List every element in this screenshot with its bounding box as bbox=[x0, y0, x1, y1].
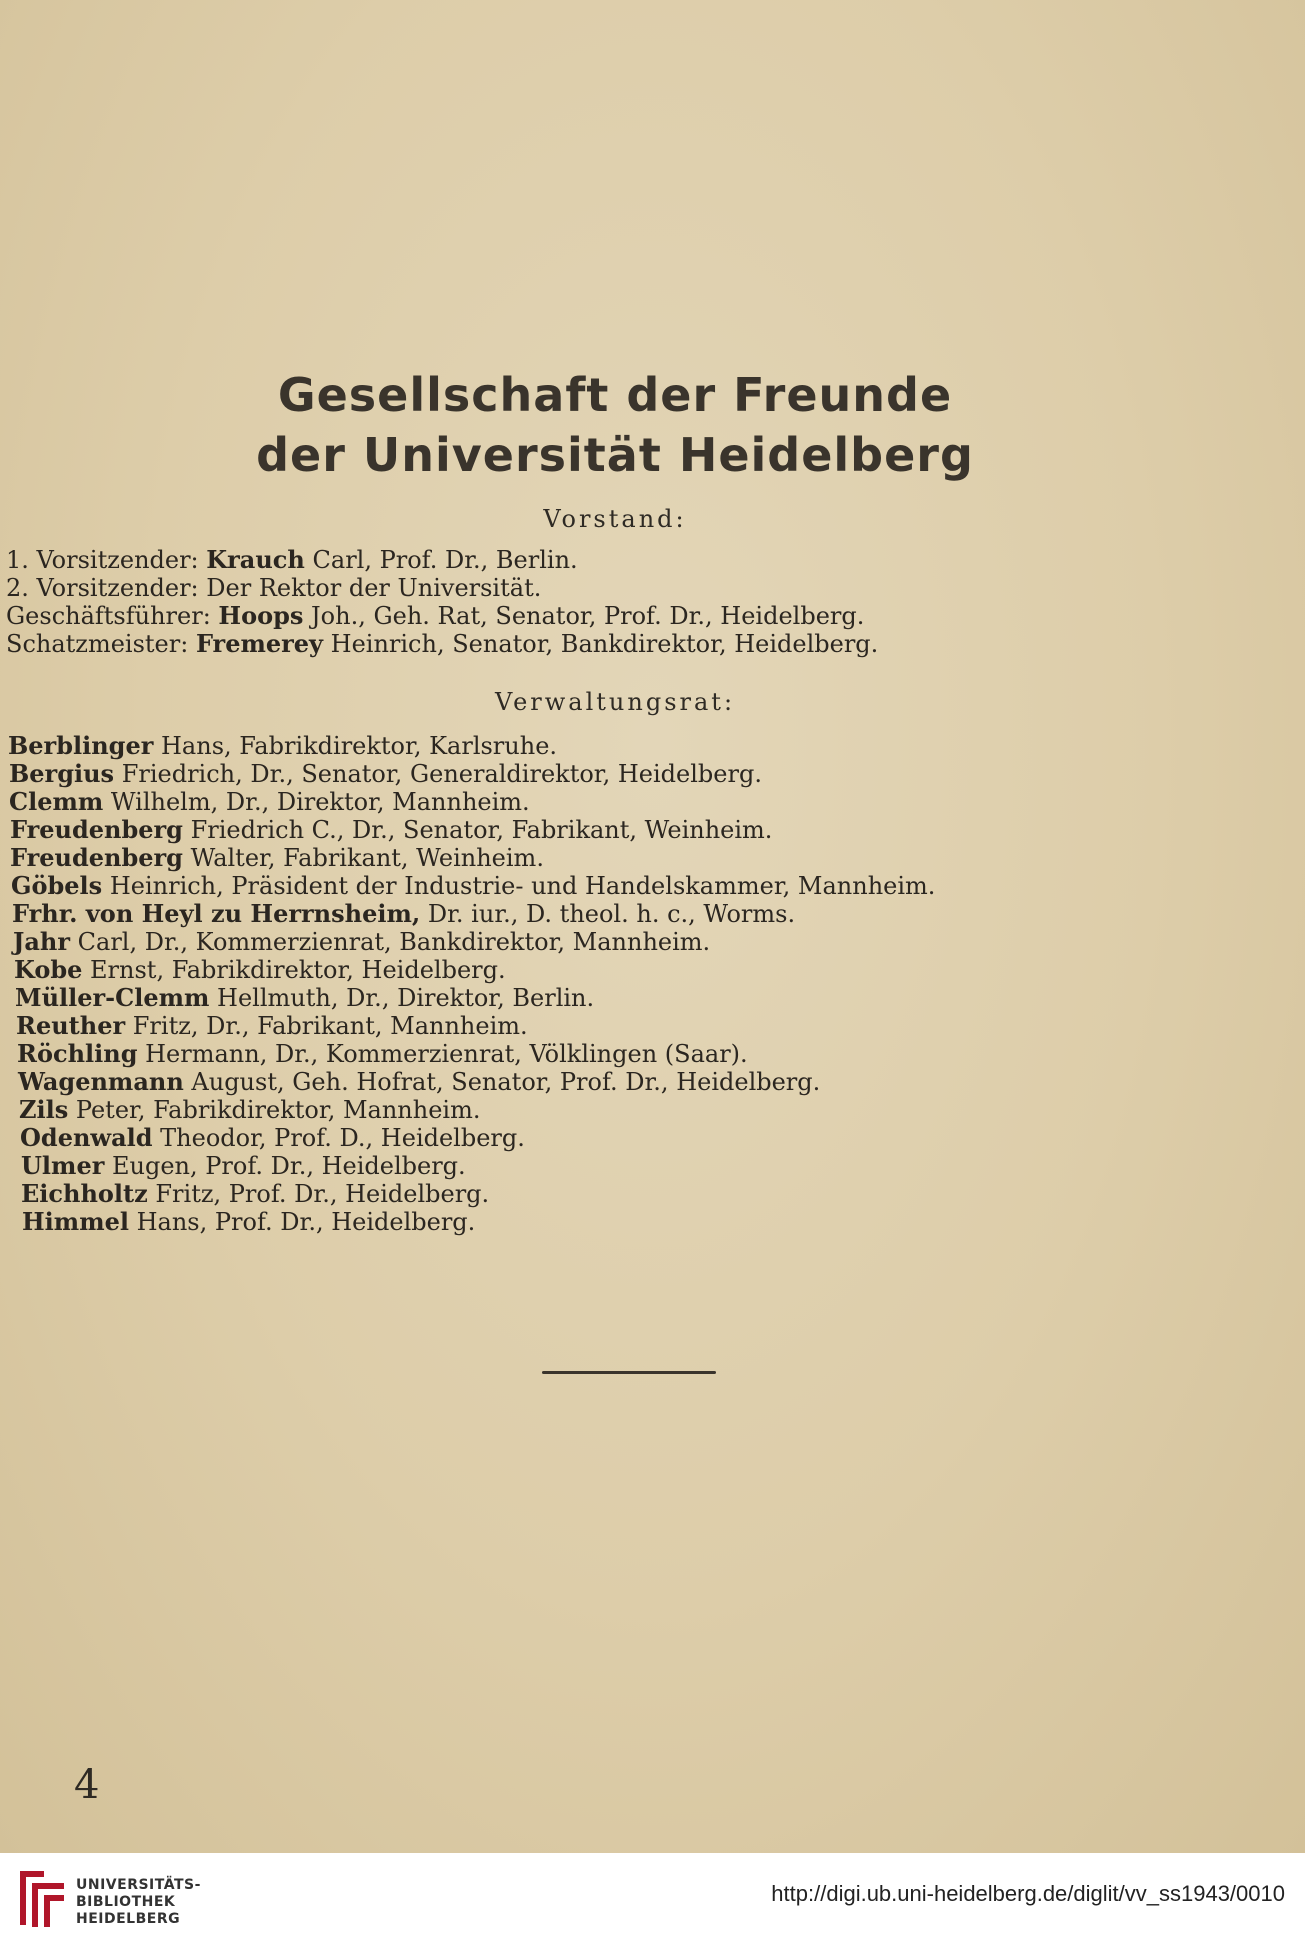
council-entry bbox=[16, 1012, 528, 1040]
page-number: 4 bbox=[74, 1762, 100, 1808]
member-details: Wilhelm, Dr., Direktor, Mannheim. bbox=[110, 788, 530, 816]
role-label: 1. Vorsitzender: bbox=[6, 546, 199, 574]
footer-bar bbox=[0, 1853, 1305, 1945]
vorstand-entry bbox=[6, 630, 878, 658]
member-details: Heinrich, Senator, Bankdirektor, Heidelberg. bbox=[330, 630, 879, 658]
member-name: Göbels bbox=[11, 871, 103, 900]
council-entry bbox=[11, 872, 935, 900]
member-details: Ernst, Fabrikdirektor, Heidelberg. bbox=[90, 956, 506, 984]
member-name: Freudenberg bbox=[10, 843, 183, 872]
member-name: Röchling bbox=[17, 1039, 138, 1068]
vorstand-entry bbox=[6, 546, 578, 574]
member-details: Peter, Fabrikdirektor, Mannheim. bbox=[75, 1096, 481, 1124]
council-entry bbox=[19, 1096, 480, 1124]
vorstand-entry bbox=[6, 602, 864, 630]
council-entry bbox=[20, 1124, 525, 1152]
member-details: Hermann, Dr., Kommerzienrat, Völklingen (Saar). bbox=[145, 1040, 748, 1068]
council-entry bbox=[9, 788, 530, 816]
member-details: Carl, Dr., Kommerzienrat, Bankdirektor, Mannheim. bbox=[77, 928, 711, 956]
member-details: Theodor, Prof. D., Heidelberg. bbox=[160, 1124, 525, 1152]
member-details: Friedrich C., Dr., Senator, Fabrikant, Weinheim. bbox=[190, 816, 773, 844]
member-name: Ulmer bbox=[21, 1151, 105, 1180]
role-label: Geschäftsführer: bbox=[6, 602, 211, 630]
member-details: Hellmuth, Dr., Direktor, Berlin. bbox=[217, 984, 595, 1012]
member-name: Clemm bbox=[9, 787, 104, 816]
member-name: Kobe bbox=[14, 955, 83, 984]
member-details: Fritz, Dr., Fabrikant, Mannheim. bbox=[132, 1012, 528, 1040]
source-url[interactable]: http://digi.ub.uni-heidelberg.de/diglit/vv_ss1943/0010 bbox=[771, 1881, 1285, 1906]
member-details: Walter, Fabrikant, Weinheim. bbox=[190, 844, 544, 872]
council-entry bbox=[9, 760, 762, 788]
library-name-line-1: UNIVERSITÄTS- bbox=[76, 1877, 201, 1893]
member-name: Müller-Clemm bbox=[15, 983, 210, 1012]
member-name: Himmel bbox=[22, 1207, 129, 1236]
member-details: Dr. iur., D. theol. h. c., Worms. bbox=[427, 900, 796, 928]
decorative-rule bbox=[542, 1371, 716, 1374]
member-name: Odenwald bbox=[20, 1123, 153, 1152]
library-name-line-2: BIBLIOTHEK bbox=[76, 1894, 176, 1910]
member-details: Eugen, Prof. Dr., Heidelberg. bbox=[112, 1152, 466, 1180]
member-name: Wagenmann bbox=[18, 1067, 184, 1096]
member-name: Jahr bbox=[13, 927, 70, 956]
member-name: Bergius bbox=[9, 759, 115, 788]
member-details: Hans, Prof. Dr., Heidelberg. bbox=[136, 1208, 476, 1236]
council-entry bbox=[10, 816, 772, 844]
council-entry bbox=[10, 844, 544, 872]
member-details: Fritz, Prof. Dr., Heidelberg. bbox=[155, 1180, 490, 1208]
member-name: Eichholtz bbox=[21, 1179, 148, 1208]
council-entry bbox=[15, 984, 594, 1012]
member-name: Zils bbox=[19, 1095, 69, 1124]
member-name: Reuther bbox=[16, 1011, 126, 1040]
council-entry bbox=[21, 1180, 489, 1208]
member-details: Friedrich, Dr., Senator, Generaldirektor, Heidelberg. bbox=[121, 760, 762, 788]
council-entry bbox=[21, 1152, 466, 1180]
vorstand-entry bbox=[6, 574, 541, 602]
role-label: Schatzmeister: bbox=[6, 630, 189, 658]
member-details: Hans, Fabrikdirektor, Karlsruhe. bbox=[161, 732, 558, 760]
council-entry bbox=[12, 900, 795, 928]
member-details: Carl, Prof. Dr., Berlin. bbox=[312, 546, 578, 574]
role-label: 2. Vorsitzender: bbox=[6, 574, 199, 602]
library-name-line-3: HEIDELBERG bbox=[76, 1911, 181, 1927]
member-name: Hoops bbox=[218, 601, 304, 630]
member-name: Freudenberg bbox=[10, 815, 183, 844]
council-entry bbox=[14, 956, 506, 984]
member-details: Joh., Geh. Rat, Senator, Prof. Dr., Heidelberg. bbox=[311, 602, 865, 630]
verwaltungsrat-heading: Verwaltungsrat: bbox=[494, 688, 736, 716]
council-entry bbox=[22, 1208, 475, 1236]
member-details: August, Geh. Hofrat, Senator, Prof. Dr., Heidelberg. bbox=[191, 1068, 821, 1096]
member-details: Heinrich, Präsident der Industrie- und Handelskammer, Mannheim. bbox=[109, 872, 936, 900]
member-name: Fremerey bbox=[195, 629, 323, 658]
member-name: Krauch bbox=[206, 545, 305, 574]
member-details: Der Rektor der Universität. bbox=[206, 574, 542, 602]
council-entry bbox=[17, 1040, 748, 1068]
title-line-2: der Universität Heidelberg bbox=[256, 428, 974, 482]
vorstand-heading: Vorstand: bbox=[543, 505, 687, 533]
ub-heidelberg-logo-icon bbox=[14, 1867, 70, 1931]
member-name: Berblinger bbox=[8, 731, 154, 760]
title-line-1: Gesellschaft der Freunde bbox=[277, 368, 953, 422]
council-entry bbox=[13, 928, 710, 956]
council-entry bbox=[18, 1068, 820, 1096]
member-name: Frhr. von Heyl zu Herrnsheim, bbox=[12, 899, 421, 928]
council-entry bbox=[8, 732, 557, 760]
